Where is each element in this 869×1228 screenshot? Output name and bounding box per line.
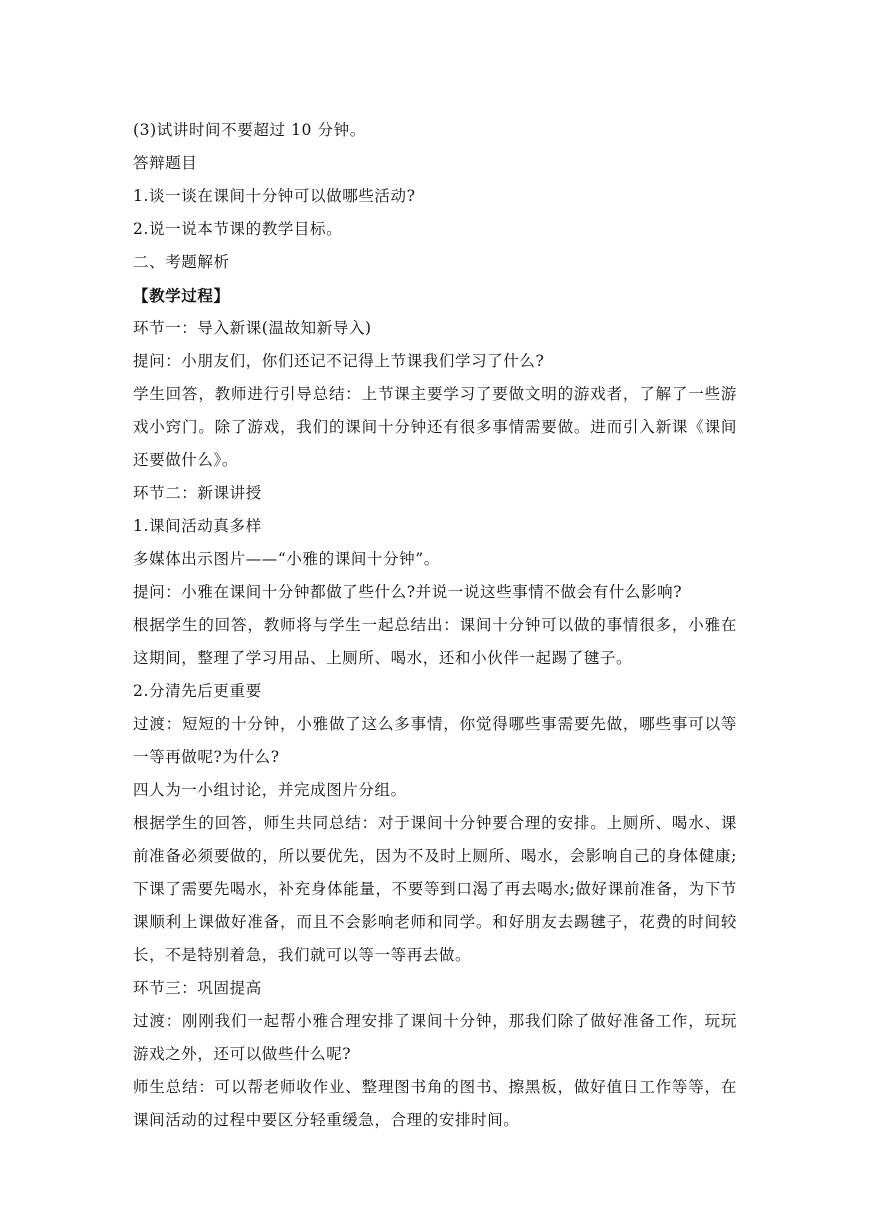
- stage-3-transition: 过渡：刚刚我们一起帮小雅合理安排了课间十分钟，那我们除了做好准备工作，玩玩游戏之外，还可以做些什么呢?: [133, 1012, 737, 1063]
- defense-question-1: 1.谈一谈在课间十分钟可以做哪些活动?: [133, 187, 416, 205]
- exam-time-note: (3)试讲时间不要超过 10 分钟。: [133, 121, 366, 139]
- stage-1-question: 提问：小朋友们，你们还记不记得上节课我们学习了什么?: [133, 352, 545, 370]
- stage-3-summary: 师生总结：可以帮老师收作业、整理图书角的图书、擦黑板，做好值日工作等等，在课间活动的过程中要区分轻重缓急，合理的安排时间。: [133, 1078, 737, 1129]
- subsection-2-summary: 根据学生的回答，师生共同总结：对于课间十分钟要合理的安排。上厕所、喝水、课前准备必须要做的，所以要优先，因为不及时上厕所、喝水，会影响自己的身体健康;下课了需要先喝水，补充身体能量，不要等到口渴了再去喝水;做好课前准备，为下节课顺利上课做好准备，而且不会影响老师和同学。和好朋友去踢毽子，花费的时间较长，不是特别着急，我们就可以等一等再去做。: [133, 814, 737, 964]
- subsection-1-summary: 根据学生的回答，教师将与学生一起总结出：课间十分钟可以做的事情很多，小雅在这期间，整理了学习用品、上厕所、喝水，还和小伙伴一起踢了毽子。: [133, 616, 737, 667]
- group-discussion-note: 四人为一小组讨论，并完成图片分组。: [133, 781, 407, 799]
- subsection-2-heading: 2.分清先后更重要: [133, 682, 262, 700]
- document-body: [133, 114, 737, 1137]
- teaching-process-heading: 【教学过程】: [133, 286, 230, 305]
- stage-1-heading: 环节一：导入新课(温故知新导入): [133, 319, 372, 337]
- subsection-1-heading: 1.课间活动真多样: [133, 517, 262, 535]
- subsection-1-question: 提问：小雅在课间十分钟都做了些什么?并说一说这些事情不做会有什么影响?: [133, 583, 683, 601]
- subsection-2-transition: 过渡：短短的十分钟，小雅做了这么多事情，你觉得哪些事需要先做，哪些事可以等一等再做呢?为什么?: [133, 715, 737, 766]
- section-heading-analysis: 二、考题解析: [133, 253, 230, 271]
- defense-questions-heading: 答辩题目: [133, 154, 198, 172]
- stage-1-summary: 学生回答，教师进行引导总结：上节课主要学习了要做文明的游戏者，了解了一些游戏小窍门。除了游戏，我们的课间十分钟还有很多事情需要做。进而引入新课《课间还要做什么》。: [133, 385, 737, 469]
- stage-3-heading: 环节三：巩固提高: [133, 979, 262, 997]
- multimedia-note: 多媒体出示图片——“小雅的课间十分钟”。: [133, 550, 440, 568]
- defense-question-2: 2.说一说本节课的教学目标。: [133, 220, 343, 238]
- stage-2-heading: 环节二：新课讲授: [133, 484, 262, 502]
